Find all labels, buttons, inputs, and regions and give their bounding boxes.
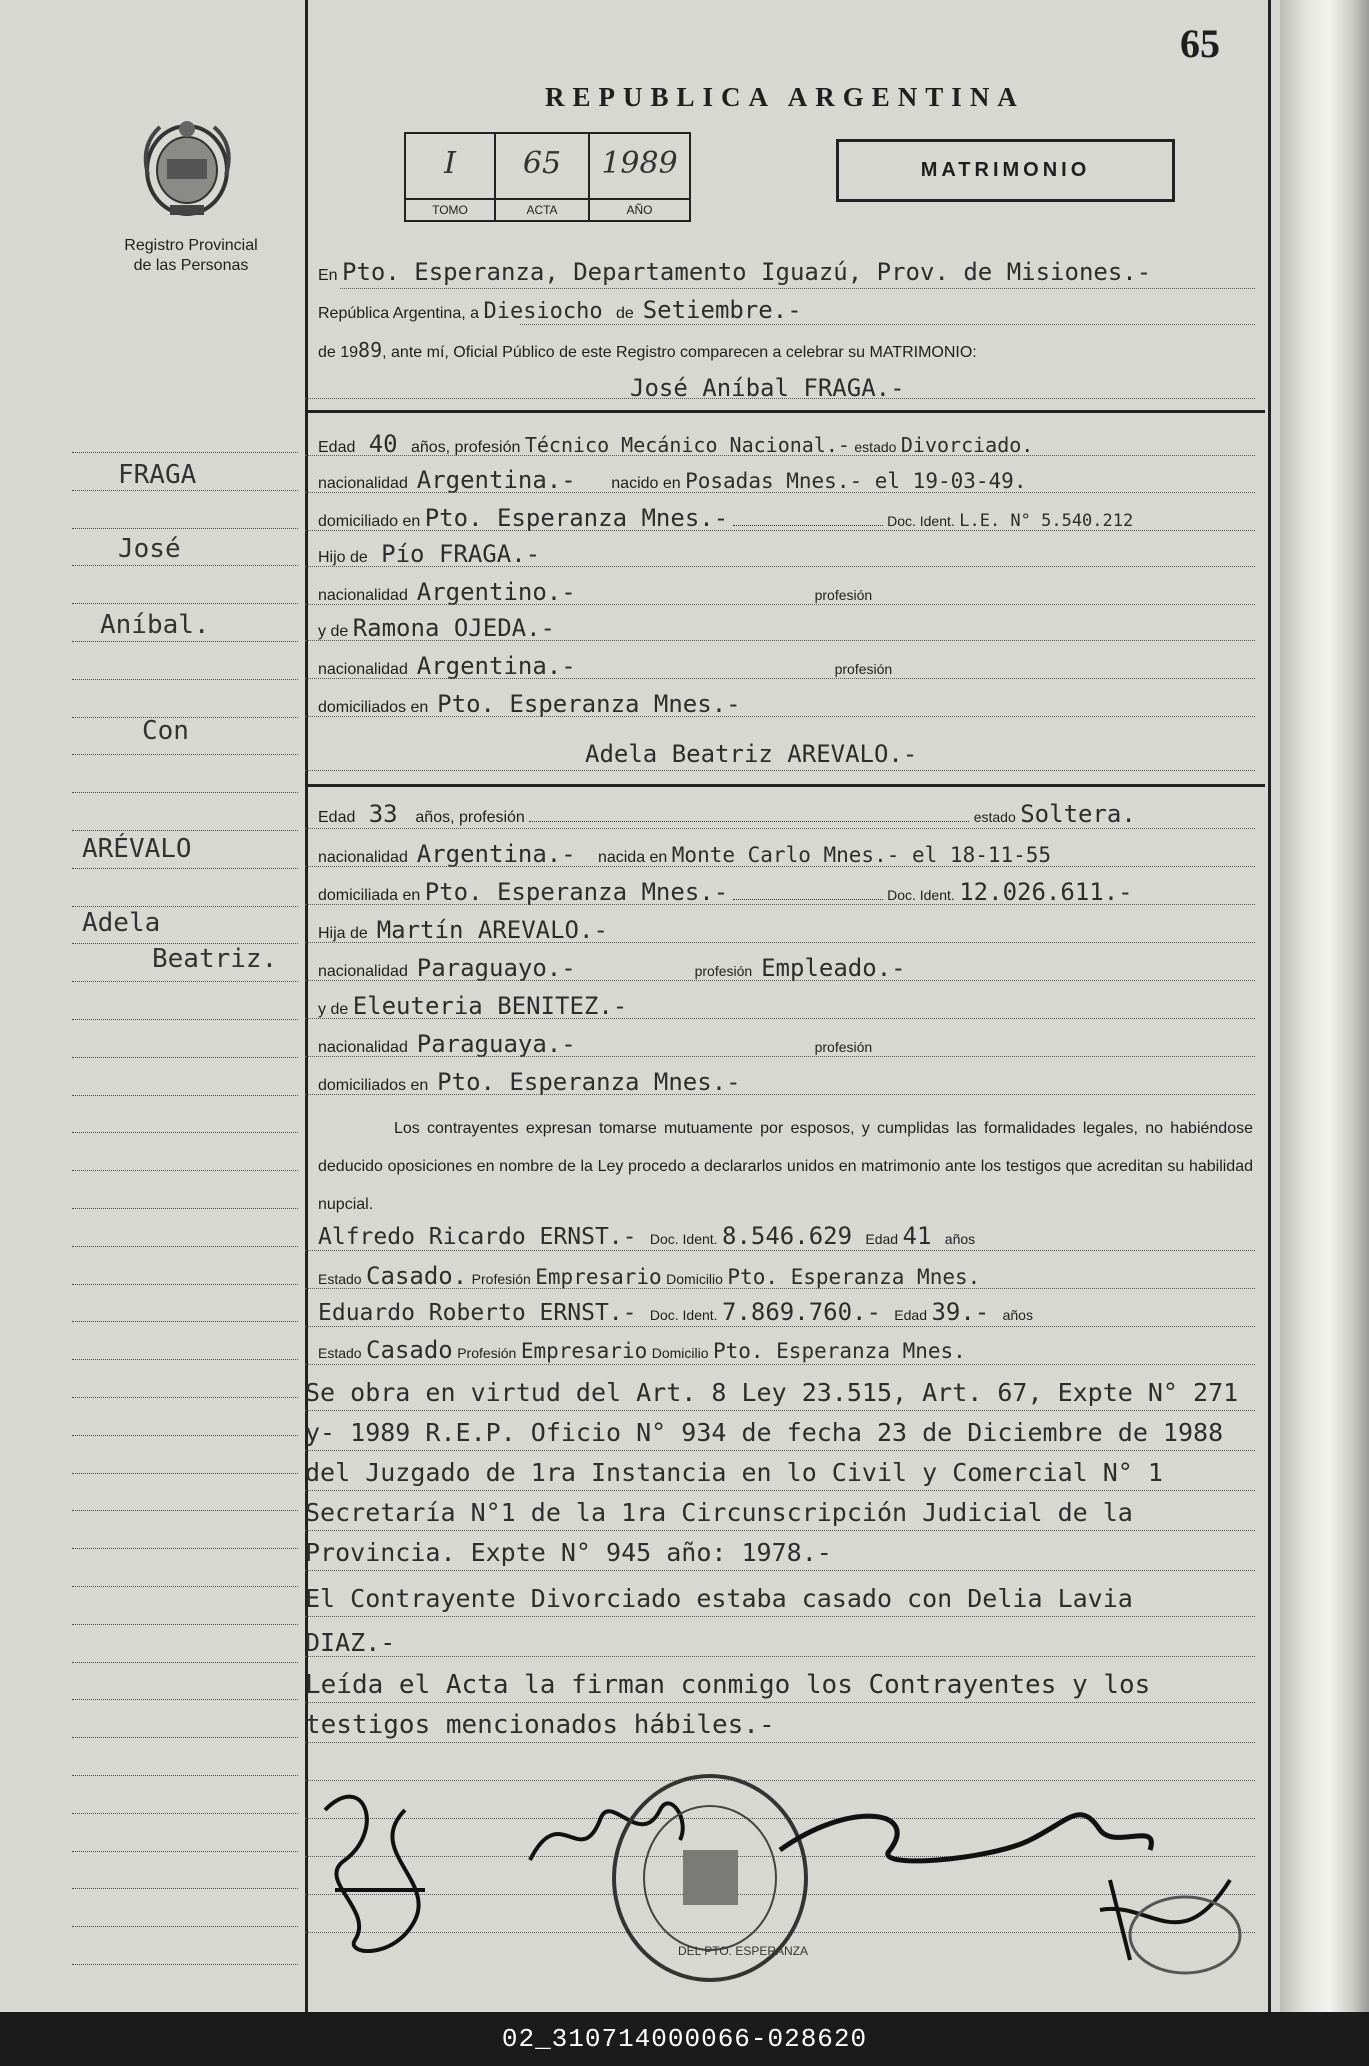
intro-line-2 — [318, 296, 802, 324]
margin-rule — [72, 603, 298, 604]
margin-rule — [72, 1170, 298, 1171]
margin-rule — [72, 1246, 298, 1247]
groom-padre-nac-row — [318, 578, 872, 606]
tomo-value: I — [444, 146, 456, 181]
witness-1-domicilio: Pto. Esperanza Mnes. — [727, 1265, 981, 1289]
groom-hijo-row — [318, 540, 540, 568]
bride-padre-nac-row — [318, 954, 906, 982]
margin-rule — [72, 1851, 298, 1852]
bride-domicilio: Pto. Esperanza Mnes.- — [424, 878, 729, 906]
bride-anos-prof-label: años, profesión — [415, 809, 525, 826]
witness-1-prof-label: Profesión — [471, 1271, 531, 1287]
bride-edad-label: Edad — [318, 809, 356, 826]
bride-yde-label: y de — [318, 1001, 349, 1018]
registry-office — [96, 236, 286, 276]
witness-1-estado-label: Estado — [318, 1271, 362, 1287]
groom-domiciliados-label: domiciliados en — [318, 699, 429, 716]
witness-1-doc: 8.546.629 — [722, 1222, 853, 1250]
margin-rule — [72, 906, 298, 907]
en-label: En — [318, 267, 338, 284]
margin-rule — [72, 1586, 298, 1587]
bride-madre-nac-label: nacionalidad — [318, 1039, 408, 1056]
groom-yde-label: y de — [318, 623, 349, 640]
day-value: Diesiocho — [483, 299, 603, 324]
margin-rule — [72, 1397, 298, 1398]
witness-1-estado: Casado. — [366, 1262, 468, 1290]
margin-rule — [72, 1095, 298, 1096]
intro-line-3 — [318, 338, 977, 362]
groom-dom-row — [318, 504, 1133, 532]
anio-label: AÑO — [590, 198, 689, 220]
margin-rule — [72, 1548, 298, 1549]
bride-padre-prof-label: profesión — [694, 963, 753, 979]
groom-edad: 40 — [368, 430, 398, 458]
margin-rule — [72, 1662, 298, 1663]
witness-2-edad: 39.- — [931, 1298, 990, 1326]
witness-2-details — [318, 1336, 966, 1364]
groom-madre: Ramona OJEDA.- — [352, 614, 555, 642]
year-value: 89 — [358, 338, 383, 362]
witness-2-estado: Casado — [366, 1336, 453, 1364]
bride-doc-label: Doc. Ident. — [887, 887, 955, 903]
witness-2-prof-label: Profesión — [457, 1345, 517, 1361]
groom-estado: Divorciado. — [900, 433, 1034, 457]
bride-estado: Soltera. — [1020, 800, 1136, 828]
groom-nacido-label: nacido en — [611, 475, 681, 492]
bride-name: Adela Beatriz AREVALO.- — [585, 740, 918, 768]
coat-of-arms-icon — [140, 115, 235, 220]
office-line-1: Registro Provincial — [124, 237, 258, 254]
bride-hija-label: Hija de — [318, 925, 368, 942]
margin-rule — [72, 679, 298, 680]
margin-rule — [72, 1964, 298, 1965]
witness-1-anos-label: años — [944, 1231, 976, 1247]
de19-label: de 19 — [318, 344, 359, 361]
bride-doc: 12.026.611.- — [959, 878, 1133, 906]
anio-cell — [590, 134, 689, 220]
groom-profesion: Técnico Mecánico Nacional.- — [524, 433, 850, 457]
note-line-2: y- 1989 R.E.P. Oficio N° 934 de fecha 23 de Diciembre de 1988 — [305, 1418, 1224, 1447]
note-line-7: DIAZ.- — [305, 1628, 396, 1657]
margin-rule — [72, 1813, 298, 1814]
margin-rule — [72, 1019, 298, 1020]
margin-rule — [72, 1284, 298, 1285]
margin-rule — [72, 1624, 298, 1625]
place-value: Pto. Esperanza, Departamento Iguazú, Prov. de Misiones.- — [342, 258, 1152, 286]
witness-1-doc-label: Doc. Ident. — [649, 1231, 718, 1247]
bride-dom-label: domiciliada en — [318, 887, 421, 904]
acta-value: 65 — [522, 146, 562, 181]
intro-text: , ante mí, Oficial Público de este Registro comparecen a celebrar su MATRIMONIO: — [382, 344, 977, 361]
bride-estado-label: estado — [973, 809, 1016, 825]
witness-1-details — [318, 1262, 980, 1290]
groom-domicilio: Pto. Esperanza Mnes.- — [424, 504, 729, 532]
margin-rule — [72, 641, 298, 642]
witness-2-domicilio: Pto. Esperanza Mnes. — [712, 1339, 966, 1363]
margin-rule — [72, 490, 298, 491]
registry-box — [404, 132, 691, 222]
witness-1-edad: 41 — [902, 1222, 932, 1250]
margin-rule — [72, 1057, 298, 1058]
groom-doc: L.E. N° 5.540.212 — [959, 511, 1134, 531]
witness-2-edad-label: Edad — [894, 1307, 927, 1323]
note-line-1: Se obra en virtud del Art. 8 Ley 23.515, Art. 67, Expte N° 271 — [305, 1378, 1239, 1407]
note-line-5: Provincia. Expte N° 945 año: 1978.- — [305, 1538, 832, 1567]
groom-hijo-label: Hijo de — [318, 549, 368, 566]
acta-label: ACTA — [496, 198, 588, 220]
bride-dom-row — [318, 878, 1133, 906]
margin-rule — [72, 868, 298, 869]
margin-rule — [72, 754, 298, 755]
margin-surname-bride: ARÉVALO — [82, 834, 192, 864]
witness-1-dom-label: Domicilio — [666, 1271, 723, 1287]
witness-1-profesion: Empresario — [535, 1265, 662, 1289]
bride-edad-row — [318, 800, 1136, 828]
bride-hija-row — [318, 916, 608, 944]
bride-nacida-en: Monte Carlo Mnes.- el 18-11-55 — [671, 843, 1052, 867]
bride-madre-prof-label: profesión — [814, 1039, 873, 1055]
bride-madre-nac: Paraguaya.- — [416, 1030, 576, 1058]
bride-padre-nac-label: nacionalidad — [318, 963, 408, 980]
margin-rule — [72, 1888, 298, 1889]
page-number: 65 — [1180, 21, 1220, 66]
groom-madre-row — [318, 614, 555, 642]
groom-edad-row — [318, 430, 1033, 458]
bride-madre-row — [318, 992, 627, 1020]
bride-madre-nac-row — [318, 1030, 872, 1058]
groom-nac-label: nacionalidad — [318, 475, 408, 492]
margin-first-name-groom: José — [118, 534, 181, 564]
margin-second-name-bride: Beatriz. — [152, 944, 278, 974]
witness-2-estado-label: Estado — [318, 1345, 362, 1361]
witness-1-row — [318, 1222, 975, 1250]
margin-rule — [72, 1208, 298, 1209]
margin-con: Con — [142, 716, 189, 746]
margin-rule — [72, 565, 298, 566]
margin-rule — [72, 1775, 298, 1776]
margin-surname-groom: FRAGA — [118, 460, 197, 490]
groom-padres-domicilio: Pto. Esperanza Mnes.- — [437, 690, 741, 718]
anio-value: 1989 — [601, 146, 678, 181]
bride-padre: Martín AREVALO.- — [376, 916, 608, 944]
witness-2-name: Eduardo Roberto ERNST.- — [318, 1300, 637, 1326]
note-line-6: El Contrayente Divorciado estaba casado con Delia Lavia — [305, 1584, 1133, 1613]
bride-nac-label: nacionalidad — [318, 849, 408, 866]
de-label: de — [616, 305, 634, 322]
groom-estado-label: estado — [854, 439, 897, 455]
signature-groom — [305, 1770, 455, 1970]
office-line-2: de las Personas — [133, 257, 249, 274]
groom-nacido-en: Posadas Mnes.- el 19-03-49. — [685, 469, 1027, 493]
groom-edad-label: Edad — [318, 439, 356, 456]
note-line-3: del Juzgado de 1ra Instancia en lo Civil y Comercial N° 1 — [305, 1458, 1163, 1487]
tomo-label: TOMO — [406, 198, 494, 220]
bride-padres-domicilio: Pto. Esperanza Mnes.- — [437, 1068, 741, 1096]
groom-nac-row — [318, 466, 1026, 494]
signature-official — [1090, 1860, 1250, 1980]
witness-2-doc-label: Doc. Ident. — [649, 1307, 718, 1323]
groom-name: José Aníbal FRAGA.- — [630, 374, 905, 402]
margin-rule — [72, 1435, 298, 1436]
margin-rule — [72, 1132, 298, 1133]
note-line-8: Leída el Acta la firman conmigo los Contrayentes y los — [305, 1670, 1151, 1700]
tomo-cell — [406, 134, 496, 220]
margin-rule — [72, 1321, 298, 1322]
margin-rule — [72, 981, 298, 982]
witness-1-name: Alfredo Ricardo ERNST.- — [318, 1224, 637, 1250]
groom-padre: Pío FRAGA.- — [381, 540, 541, 568]
bride-nacionalidad: Argentina.- — [416, 840, 576, 868]
groom-padres-dom-row — [318, 690, 741, 718]
act-type-box: MATRIMONIO — [836, 139, 1175, 202]
margin-rule — [72, 1737, 298, 1738]
book-edge — [1280, 0, 1369, 2012]
margin-rule — [72, 1926, 298, 1927]
bride-padre-prof: Empleado.- — [761, 954, 906, 982]
witness-2-row — [318, 1298, 1033, 1326]
witness-2-anos-label: años — [1002, 1307, 1033, 1323]
groom-padre-prof-label: profesión — [814, 587, 873, 603]
bride-edad: 33 — [368, 800, 398, 828]
bride-madre: Eleuteria BENITEZ.- — [352, 992, 628, 1020]
margin-rule — [72, 1510, 298, 1511]
stamp-text: DEL PTO. ESPERANZA — [678, 1944, 809, 1958]
note-line-9: testigos mencionados hábiles.- — [305, 1710, 775, 1740]
right-border — [1268, 0, 1271, 2012]
groom-doc-label: Doc. Ident. — [887, 513, 955, 529]
groom-madre-nac-label: nacionalidad — [318, 661, 408, 678]
witness-2-dom-label: Domicilio — [651, 1345, 709, 1361]
witness-2-doc: 7.869.760.- — [722, 1298, 881, 1326]
groom-madre-nac-row — [318, 652, 892, 680]
declaration-text: Los contrayentes expresan tomarse mutuamente por esposos, y cumplidas las formalidades legales, no habiéndose deducido oposiciones en nombre de la Ley procedo a declararlos unidos en matrimonio ante los testigos que acreditan su habilidad nupcial. — [318, 1120, 1253, 1213]
bride-padre-nac: Paraguayo.- — [416, 954, 576, 982]
witness-1-edad-label: Edad — [865, 1231, 899, 1247]
republica-label: República Argentina, a — [318, 305, 479, 322]
month-value: Setiembre.- — [642, 296, 802, 324]
groom-madre-nac: Argentina.- — [416, 652, 576, 680]
bride-domiciliados-label: domiciliados en — [318, 1077, 429, 1094]
bride-nacida-label: nacida en — [597, 849, 668, 866]
note-line-4: Secretaría N°1 de la 1ra Circunscripción Judicial de la — [305, 1498, 1133, 1527]
intro-line-1 — [318, 258, 1151, 286]
margin-rule — [72, 1699, 298, 1700]
margin-rule — [72, 528, 298, 529]
bride-padres-dom-row — [318, 1068, 741, 1096]
margin-rule — [72, 830, 298, 831]
margin-rule — [72, 792, 298, 793]
file-code: 02_310714000066-028620 — [501, 2024, 868, 2054]
margin-rule — [72, 1473, 298, 1474]
margin-rule — [72, 452, 298, 453]
groom-dom-label: domiciliado en — [318, 513, 421, 530]
header-title: REPUBLICA ARGENTINA — [545, 82, 1025, 112]
groom-madre-prof-label: profesión — [834, 661, 893, 677]
margin-rule — [72, 1359, 298, 1360]
margin-second-name-groom: Aníbal. — [100, 610, 210, 640]
acta-cell — [496, 134, 590, 220]
groom-nacionalidad: Argentina.- — [416, 466, 576, 494]
bride-nac-row — [318, 840, 1051, 868]
witness-2-profesion: Empresario — [520, 1339, 648, 1363]
groom-anos-prof-label: años, profesión — [410, 439, 521, 456]
groom-padre-nac: Argentino.- — [416, 578, 576, 606]
margin-first-name-bride: Adela — [82, 908, 161, 938]
groom-padre-nac-label: nacionalidad — [318, 587, 408, 604]
